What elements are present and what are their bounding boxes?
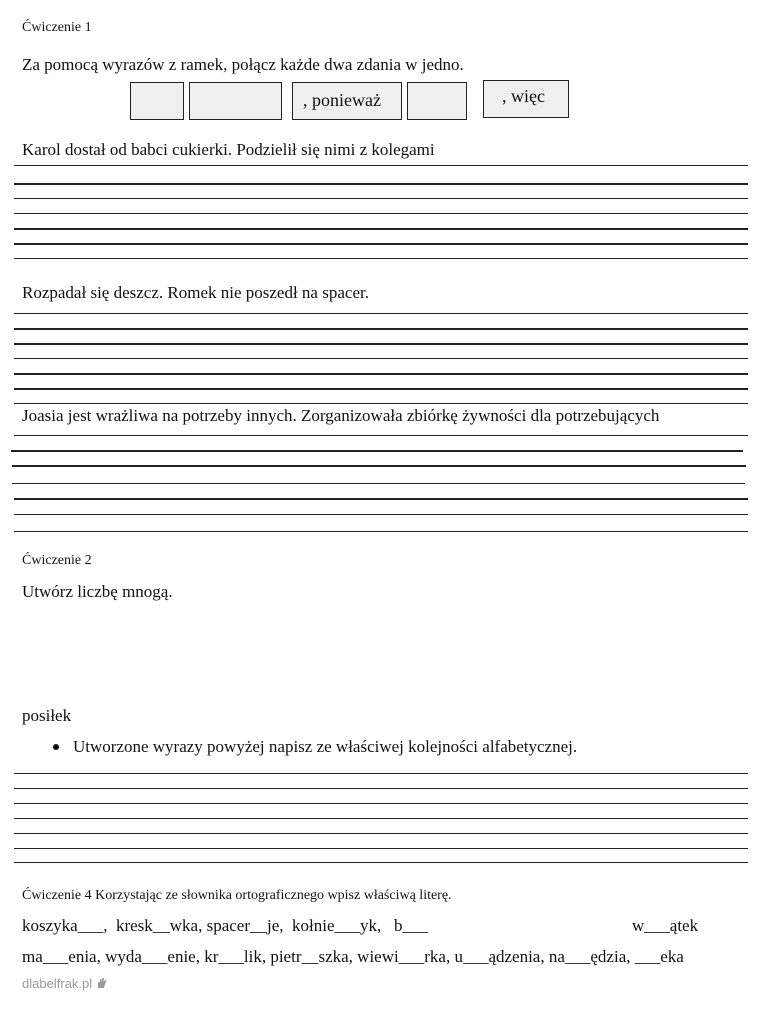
exercise-1-heading: Ćwiczenie 1 <box>22 20 92 35</box>
answer-line <box>14 165 748 166</box>
answer-line <box>14 848 748 849</box>
answer-line <box>11 450 743 452</box>
answer-line <box>14 531 748 532</box>
bullet-icon <box>53 744 59 750</box>
exercise-4-heading: Ćwiczenie 4 <box>22 888 92 903</box>
answer-line <box>14 498 748 500</box>
answer-line <box>14 328 748 330</box>
answer-line <box>14 258 748 259</box>
answer-line <box>14 514 748 515</box>
fill-line-1-end: w___ątek <box>632 916 699 935</box>
word-box-1 <box>130 82 184 120</box>
exercise-2-heading: Ćwiczenie 2 <box>22 553 92 568</box>
answer-line <box>14 243 748 245</box>
answer-line <box>12 483 745 484</box>
fill-line-1: koszyka___, kresk__wka, spacer__je, kołnie___yk, b___ <box>22 916 429 935</box>
exercise-1-instruction: Za pomocą wyrazów z ramek, połącz każde dwa zdania w jedno. <box>22 55 464 74</box>
sentence-2: Rozpadał się deszcz. Romek nie poszedł na spacer. <box>22 283 369 302</box>
answer-line <box>14 213 748 214</box>
exercise-4-header <box>22 888 452 904</box>
word-box-ponieważ: , ponieważ <box>292 82 402 120</box>
answer-line <box>14 818 748 819</box>
answer-line <box>12 465 746 467</box>
answer-line <box>14 833 748 834</box>
answer-line <box>14 773 748 774</box>
answer-line <box>14 198 748 199</box>
word-box-4 <box>407 82 467 120</box>
word-box-więc: , więc <box>483 80 569 118</box>
bullet-instruction: Utworzone wyrazy powyżej napisz ze właściwej kolejności alfabetycznej. <box>73 737 578 756</box>
answer-line <box>14 183 748 185</box>
answer-line <box>14 862 748 863</box>
fill-line-2: ma___enia, wyda___enie, kr___lik, pietr__szka, wiewi___rka, u___ądzenia, na___ędzia, ___eka <box>22 947 684 966</box>
sentence-1: Karol dostał od babci cukierki. Podzielił się nimi z kolegami <box>22 140 435 159</box>
answer-line <box>14 343 748 345</box>
answer-line <box>14 788 748 789</box>
answer-line <box>14 313 748 314</box>
answer-line <box>14 803 748 804</box>
exercise-2-instruction: Utwórz liczbę mnogą. <box>22 582 173 601</box>
answer-line <box>14 228 748 230</box>
logo-text: dlabelfrak.pl <box>22 976 93 991</box>
word-box-2 <box>189 82 282 120</box>
answer-line <box>14 388 748 390</box>
hand-icon <box>96 977 108 989</box>
answer-line <box>14 403 748 404</box>
answer-line <box>14 435 748 436</box>
answer-line <box>14 373 748 375</box>
answer-line <box>14 358 748 359</box>
sentence-3: Joasia jest wrażliwa na potrzeby innych. Zorganizowała zbiórkę żywności dla potrzebujących <box>22 406 660 425</box>
word-posiłek: posiłek <box>22 706 72 725</box>
site-logo <box>22 976 108 991</box>
exercise-4-instruction: Korzystając ze słownika ortograficznego wpisz właściwą literę. <box>95 888 452 903</box>
